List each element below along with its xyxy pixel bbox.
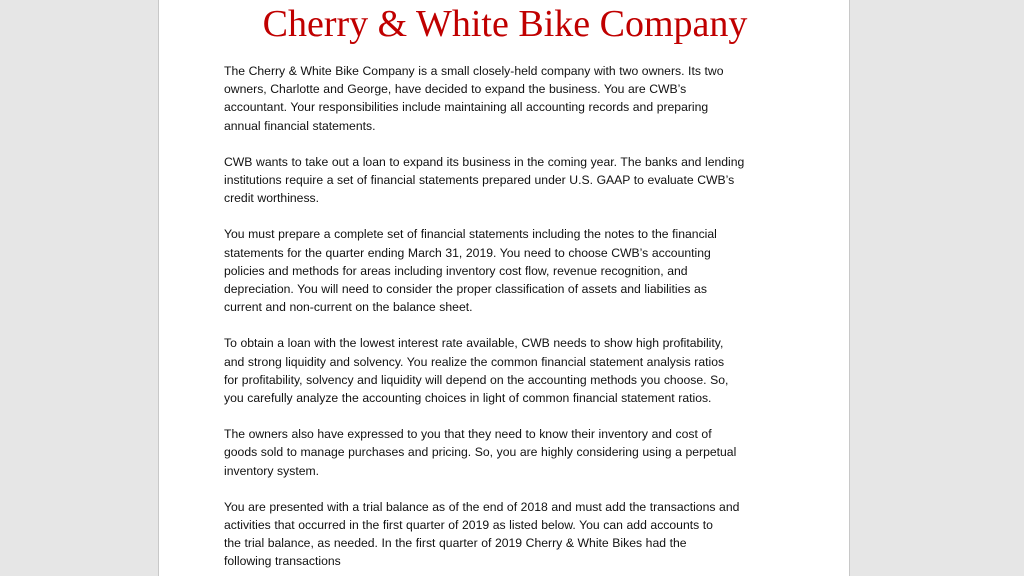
paragraph-line: The owners also have expressed to you that they need to know their inventory and cost of (224, 427, 712, 442)
paragraph (224, 225, 794, 316)
paragraph-line: institutions require a set of financial statements prepared under U.S. GAAP to evaluate CWB’s (224, 173, 735, 188)
paragraph (224, 153, 794, 208)
paragraph-line: inventory system. (224, 463, 320, 478)
paragraph-line: You are presented with a trial balance as of the end of 2018 and must add the transactions and (224, 499, 740, 514)
paragraph (224, 334, 794, 407)
document-title: Cherry & White Bike Company (262, 3, 748, 45)
paragraph-line: annual financial statements. (224, 118, 376, 133)
paragraph-line: The Cherry & White Bike Company is a small closely-held company with two owners. Its two (224, 64, 724, 78)
paragraph (224, 62, 794, 135)
paragraph (224, 425, 794, 480)
document-page[interactable] (158, 0, 850, 576)
paragraph-line: for profitability, solvency and liquidity will depend on the accounting methods you choose. So, (224, 372, 729, 387)
paragraph-line: activities that occurred in the first quarter of 2019 as listed below. You can add accounts to (224, 518, 713, 533)
paragraph-line: statements for the quarter ending March 31, 2019. You need to choose CWB’s accounting (224, 245, 711, 260)
paragraph-line: CWB wants to take out a loan to expand its business in the coming year. The banks and lending (224, 154, 745, 169)
paragraph-line: depreciation. You will need to consider the proper classification of assets and liabilities as (224, 282, 707, 297)
paragraph-line: You must prepare a complete set of financial statements including the notes to the financial (224, 227, 717, 242)
document-body[interactable] (224, 62, 794, 576)
paragraph-line: accountant. Your responsibilities include maintaining all accounting records and preparing (224, 100, 709, 115)
paragraph-line: owners, Charlotte and George, have decided to expand the business. You are CWB’s (224, 82, 687, 97)
paragraph-line: and strong liquidity and solvency. You realize the common financial statement analysis ratios (224, 354, 725, 369)
paragraph-line: policies and methods for areas including inventory cost flow, revenue recognition, and (224, 263, 688, 278)
paragraph (224, 498, 794, 571)
paragraph-line: following transactions (224, 554, 341, 569)
paragraph-line: the trial balance, as needed. In the first quarter of 2019 Cherry & White Bikes had the (224, 536, 687, 551)
paragraph-line: current and non-current on the balance sheet. (224, 300, 473, 315)
paragraph-line: credit worthiness. (224, 191, 320, 206)
paragraph-line: you carefully analyze the accounting choices in light of common financial statement ratios. (224, 391, 712, 406)
paragraph-line: goods sold to manage purchases and pricing. So, you are highly considering using a perpetual (224, 445, 737, 460)
paragraph-line: To obtain a loan with the lowest interest rate available, CWB needs to show high profitability, (224, 336, 724, 351)
